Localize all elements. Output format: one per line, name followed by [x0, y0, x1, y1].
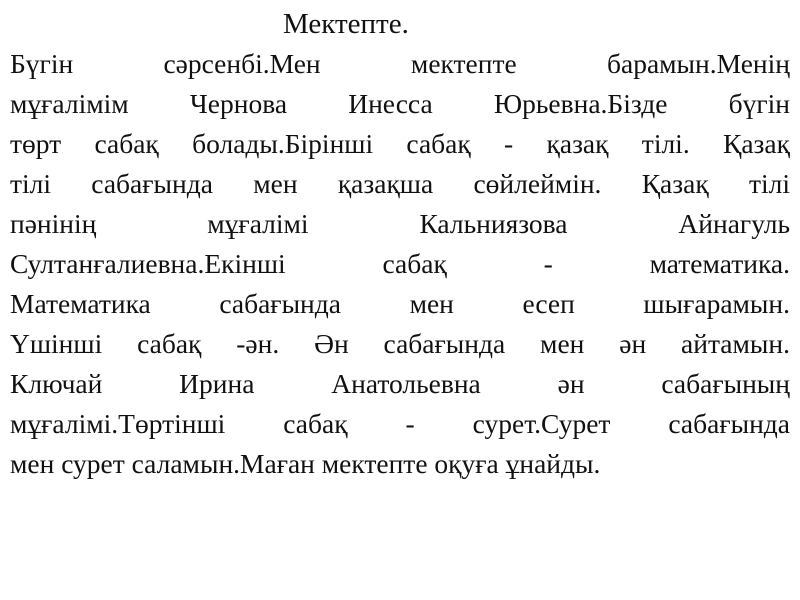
body-line-5: пәнінің мұғалімі Кальниязова Айнагуль: [10, 208, 790, 239]
body-line-1: Бүгін сәрсенбі.Мен мектепте барамын.Менің: [10, 48, 790, 79]
body-line-4: тілі сабағында мен қазақша сөйлеймін. Қазақ тілі: [10, 168, 790, 199]
body-line-10: мұғалімі.Төртінші сабақ - сурет.Сурет сабағында: [10, 408, 790, 439]
body-line-8: Үшінші сабақ -ән. Ән сабағында мен ән айтамын.: [10, 328, 790, 359]
body-line-3: төрт сабақ болады.Бірінші сабақ - қазақ тілі. Қазақ: [10, 128, 790, 159]
body-line-7: Математика сабағында мен есеп шығарамын.: [10, 288, 790, 319]
body-line-9: Ключай Ирина Анатольевна ән сабағының: [10, 368, 790, 399]
body-line-6: Султанғалиевна.Екінші сабақ - математика.: [10, 248, 790, 279]
body-line-11: мен сурет саламын.Маған мектепте оқуға ұнайды.: [10, 448, 601, 479]
document-title: Мектепте.: [283, 8, 409, 40]
body-line-2: мұғалімім Чернова Инесса Юрьевна.Бізде бүгін: [10, 88, 790, 119]
document-body: [10, 44, 790, 484]
